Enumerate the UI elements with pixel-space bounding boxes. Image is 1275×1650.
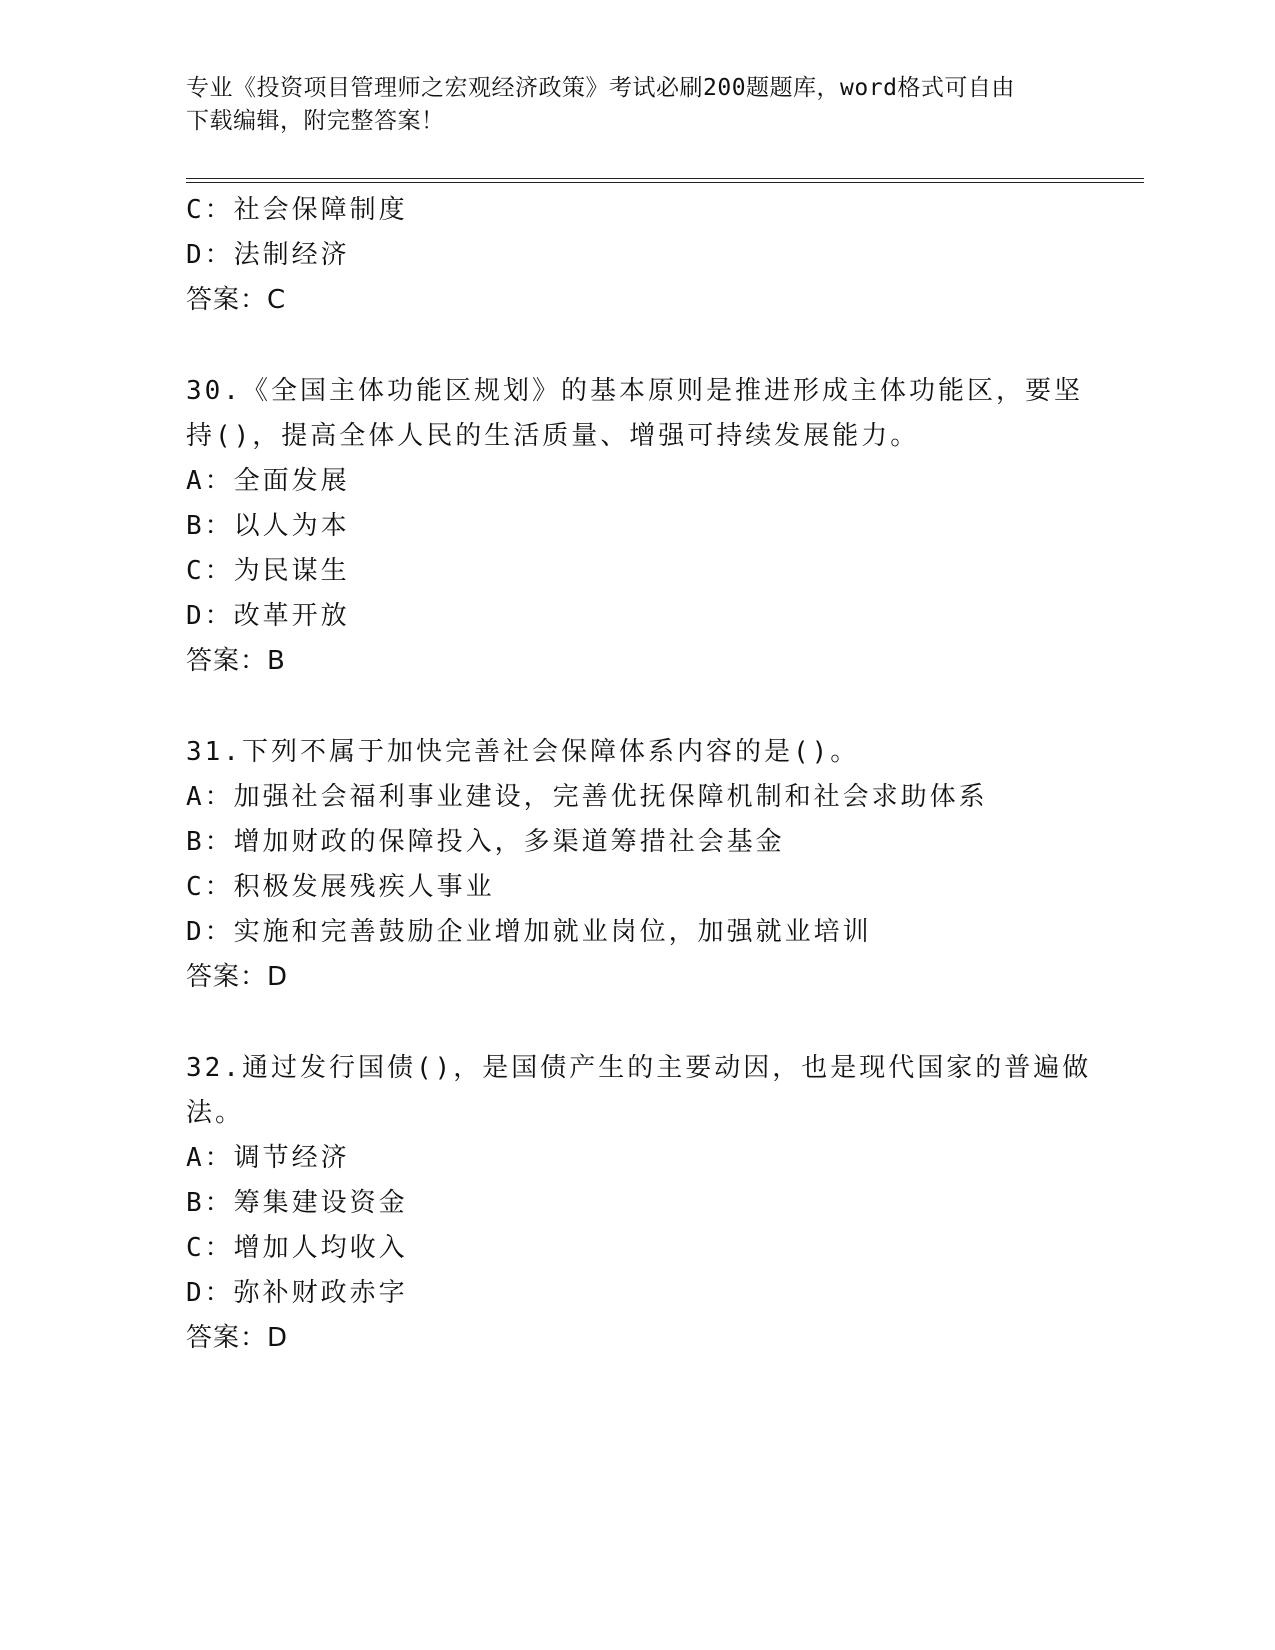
spacer: [186, 684, 1066, 730]
question-32: [186, 1046, 1092, 1361]
question-list: [186, 188, 1092, 1361]
question-31: [186, 730, 1066, 1000]
option-a: A：全面发展: [186, 466, 350, 496]
option-c: C：为民谋生: [186, 556, 350, 586]
option-b: B：增加财政的保障投入，多渠道筹措社会基金: [186, 827, 785, 857]
option-a: A：加强社会福利事业建设，完善优抚保障机制和社会求助体系: [186, 782, 988, 812]
answer: 答案：D: [186, 962, 289, 992]
header-line-2: 下载编辑，附完整答案！: [186, 108, 445, 134]
header-divider: [186, 178, 1144, 183]
answer: 答案：B: [186, 646, 286, 676]
question-text: 30.《全国主体功能区规划》的基本原则是推进形成主体功能区，要坚: [186, 376, 1083, 406]
option-d: D：改革开放: [186, 601, 350, 631]
question-text-continued: 法。: [186, 1098, 245, 1128]
option-b: B：筹集建设资金: [186, 1188, 408, 1218]
option-d: D：法制经济: [186, 240, 350, 270]
option-d: D：实施和完善鼓励企业增加就业岗位，加强就业培训: [186, 917, 872, 947]
option-c: C：积极发展残疾人事业: [186, 872, 495, 902]
option-a: A：调节经济: [186, 1143, 350, 1173]
option-d: D：弥补财政赤字: [186, 1278, 408, 1308]
header-line-1: 专业《投资项目管理师之宏观经济政策》考试必刷200题题库，word格式可自由: [186, 75, 1015, 101]
option-b: B：以人为本: [186, 511, 350, 541]
question-text: 31.下列不属于加快完善社会保障体系内容的是()。: [186, 737, 860, 767]
question-29-tail: [186, 188, 1066, 323]
spacer: [186, 323, 1066, 369]
question-text-continued: 持()，提高全体人民的生活质量、增强可持续发展能力。: [186, 421, 920, 451]
answer: 答案：C: [186, 285, 287, 315]
answer: 答案：D: [186, 1323, 289, 1353]
spacer: [186, 1000, 1066, 1046]
question-30: [186, 369, 1083, 684]
option-c: C：社会保障制度: [186, 195, 408, 225]
option-c: C：增加人均收入: [186, 1233, 408, 1263]
question-text: 32.通过发行国债()，是国债产生的主要动因，也是现代国家的普遍做: [186, 1053, 1092, 1083]
document-header: [186, 72, 1066, 138]
